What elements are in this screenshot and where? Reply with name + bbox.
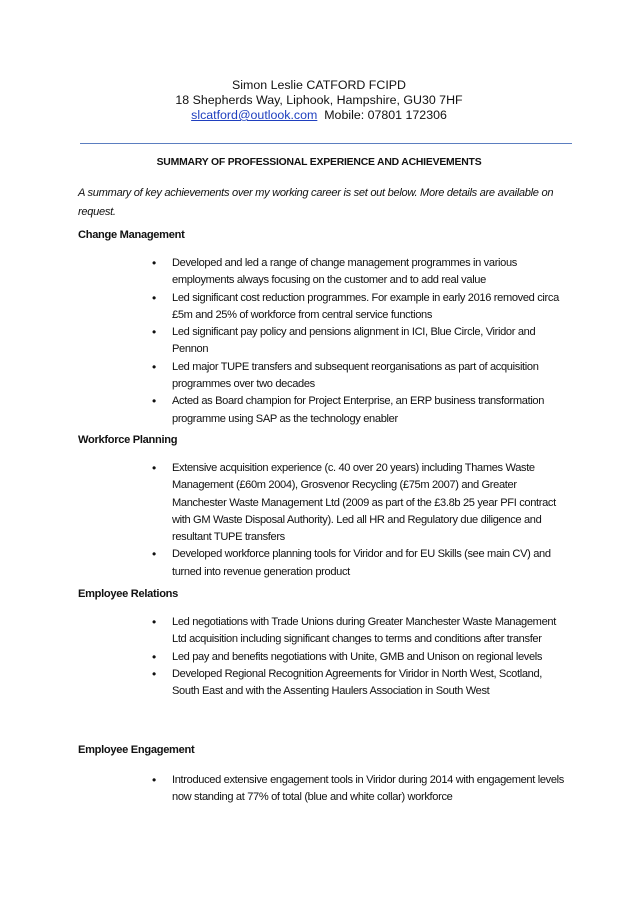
list-item: • Led major TUPE transfers and subsequent reorganisations as part of acquisition programmes over two decades bbox=[150, 359, 568, 394]
address-line: 18 Shepherds Way, Liphook, Hampshire, GU30 7HF bbox=[175, 93, 463, 107]
list-item: • Developed workforce planning tools for Viridor and for EU Skills (see main CV) and turned into revenue generation product bbox=[150, 546, 568, 581]
section-heading-employee-engagement: Employee Engagement bbox=[78, 744, 195, 756]
list-item: • Acted as Board champion for Project Enterprise, an ERP business transformation programme using SAP as the technology enabler bbox=[150, 393, 568, 428]
section-heading-workforce-planning: Workforce Planning bbox=[78, 434, 178, 446]
list-item: • Led negotiations with Trade Unions during Greater Manchester Waste Management Ltd acquisition including significant changes to terms and conditions after transfer bbox=[150, 614, 568, 649]
email-link[interactable]: slcatford@outlook.com bbox=[191, 108, 318, 122]
list-item: • Led significant cost reduction programmes. For example in early 2016 removed circa £5m and 25% of workforce from central service functions bbox=[150, 290, 568, 325]
mobile-number: Mobile: 07801 172306 bbox=[324, 108, 447, 122]
document-title: SUMMARY OF PROFESSIONAL EXPERIENCE AND ACHIEVEMENTS bbox=[156, 157, 482, 168]
list-item: • Extensive acquisition experience (c. 40 over 20 years) including Thames Waste Management (£60m 2004), Grosvenor Recycling (£75m 2007) and Greater Manchester Waste Management Ltd (2009 as part of the £3.8b 25 year PFI contract with GM Waste Disposal Authority). Led all HR and Regulatory due diligence and resultant TUPE transfers bbox=[150, 460, 568, 546]
list-item: • Developed Regional Recognition Agreements for Viridor in North West, Scotland, South East and with the Assenting Haulers Association in South West bbox=[150, 666, 568, 701]
section-heading-change-management: Change Management bbox=[78, 229, 185, 241]
list-item: • Led significant pay policy and pensions alignment in ICI, Blue Circle, Viridor and Pennon bbox=[150, 324, 568, 359]
section-heading-employee-relations: Employee Relations bbox=[78, 588, 179, 600]
list-item: • Developed and led a range of change management programmes in various employments always focusing on the customer and to add real value bbox=[150, 255, 568, 290]
change-management-list bbox=[150, 255, 568, 428]
employee-engagement-list bbox=[150, 772, 568, 807]
workforce-planning-list bbox=[150, 460, 568, 581]
candidate-name: Simon Leslie CATFORD FCIPD bbox=[232, 78, 406, 92]
intro-paragraph: A summary of key achievements over my working career is set out below. More details are available on request. bbox=[78, 187, 554, 218]
employee-relations-list bbox=[150, 614, 568, 700]
header-divider bbox=[80, 143, 572, 144]
contact-header bbox=[0, 78, 638, 123]
list-item: • Introduced extensive engagement tools in Viridor during 2014 with engagement levels now standing at 77% of total (blue and white collar) workforce bbox=[150, 772, 568, 807]
list-item: • Led pay and benefits negotiations with Unite, GMB and Unison on regional levels bbox=[150, 649, 568, 666]
contact-line bbox=[0, 108, 638, 123]
